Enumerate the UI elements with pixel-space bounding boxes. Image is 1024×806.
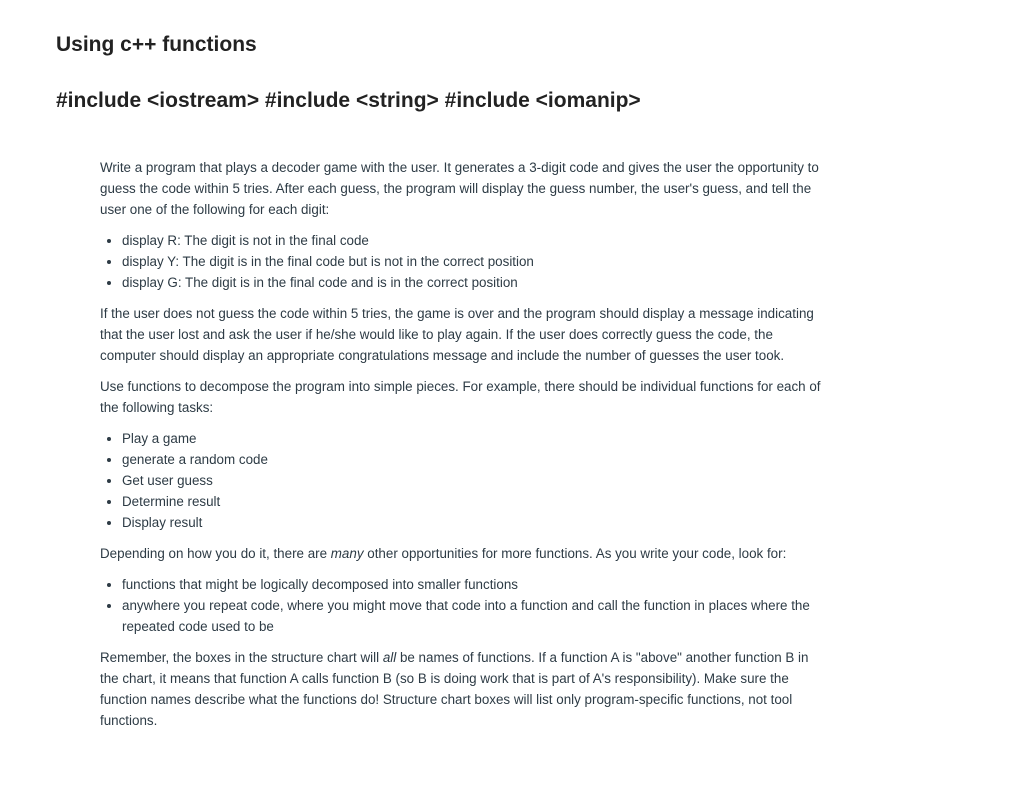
list-item: • display Y: The digit is in the final code but is not in the correct position	[122, 251, 830, 272]
list-item: • generate a random code	[122, 449, 830, 470]
list-item: • functions that might be logically decomposed into smaller functions	[122, 574, 830, 595]
opportunities-paragraph	[100, 543, 830, 564]
opportunities-text-pre: Depending on how you do it, there are	[100, 546, 331, 561]
list-item: • Display result	[122, 512, 830, 533]
list-item: • anywhere you repeat code, where you might move that code into a function and call the function in places where the repeated code used to be	[122, 595, 830, 637]
list-item: • display R: The digit is not in the final code	[122, 230, 830, 251]
assignment-body	[100, 157, 830, 741]
tasks-list	[100, 428, 830, 533]
remember-text-post: be names of functions. If a function A is "above" another function B in the chart, it means that function A calls function B (so B is doing work that is part of A's responsibility). Make sure the function names describe what the functions do! Structure chart boxes will list only program-specific functions, not tool functions.	[100, 650, 809, 728]
list-item: • Play a game	[122, 428, 830, 449]
outcome-paragraph: If the user does not guess the code within 5 tries, the game is over and the program should display a message indicating that the user lost and ask the user if he/she would like to play again. If the user does correctly guess the code, the computer should display an appropriate congratulations message and include the number of guesses the user took.	[100, 306, 814, 363]
remember-paragraph	[100, 647, 830, 731]
list-item: • Determine result	[122, 491, 830, 512]
remember-emphasis: all	[382, 650, 397, 665]
remember-text-pre: Remember, the boxes in the structure chart will	[100, 650, 383, 665]
page-title: Using c++ functions	[56, 33, 257, 56]
list-item: • Get user guess	[122, 470, 830, 491]
intro-paragraph: Write a program that plays a decoder game with the user. It generates a 3-digit code and gives the user the opportunity to guess the code within 5 tries. After each guess, the program will display the guess number, the user's guess, and tell the user one of the following for each digit:	[100, 160, 819, 217]
opportunities-emphasis: many	[330, 546, 364, 561]
display-rules-list	[100, 230, 830, 293]
look-for-list	[100, 574, 830, 637]
opportunities-text-post: other opportunities for more functions. As you write your code, look for:	[363, 546, 787, 561]
include-directives: #include <iostream> #include <string> #include <iomanip>	[56, 89, 641, 112]
functions-intro-paragraph: Use functions to decompose the program into simple pieces. For example, there should be individual functions for each of the following tasks:	[100, 379, 821, 415]
list-item: • display G: The digit is in the final code and is in the correct position	[122, 272, 830, 293]
